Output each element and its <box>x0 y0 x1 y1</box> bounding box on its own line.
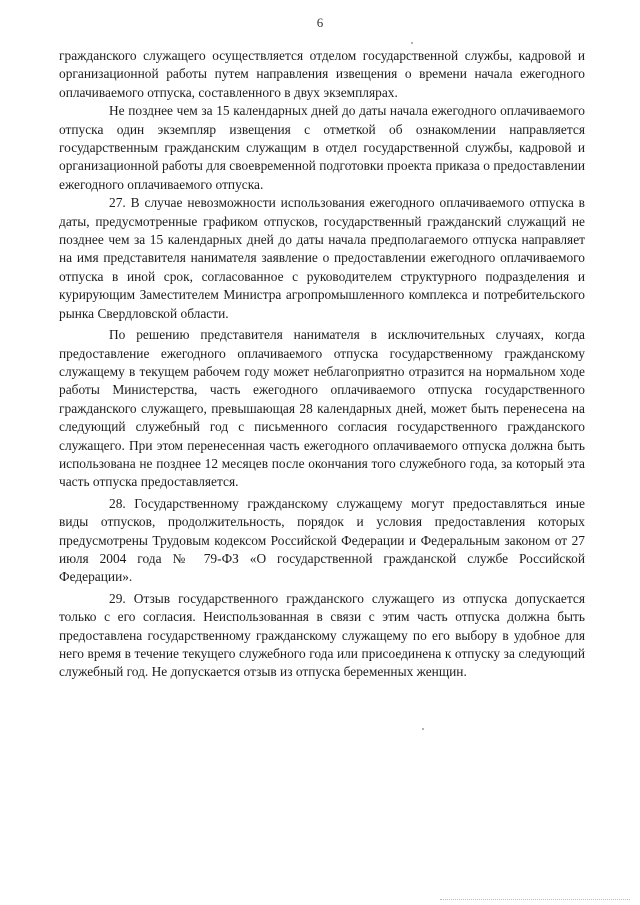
paragraph-clause-29: 29. Отзыв государственного гражданского служащего из отпуска допускается только с его согласия. Неиспользованная в связи с этим часть отпуска должна быть предоставлена государственному гражданскому служащему по его выбору в удобное для него время в течение текущего служебного года или присоединена к отпуску за следующий служебный год. Не допускается отзыв из отпуска беременных женщин. <box>59 590 585 680</box>
paragraph-clause-27: 27. В случае невозможности использования ежегодного оплачиваемого отпуска в даты, предусмотренные графиком отпусков, государственный гражданский служащий не позднее чем за 15 календарных дней до даты начала предполагаемого отпуска направляет на имя представителя нанимателя заявление о предоставлении ежегодного оплачиваемого отпуска в иной срок, согласованное с руководителем структурного подразделения и курирующим Заместителем Министра агропромышленного комплекса и потребительского рынка Свердловской области. <box>59 195 585 321</box>
paragraph-notice-deadline: Не позднее чем за 15 календарных дней до даты начала ежегодного оплачиваемого отпуска один экземпляр извещения с отметкой об ознакомлении направляется государственным гражданским служащим в отдел государственной службы, кадровой и организационной работы для своевременной подготовки проекта приказа о предоставлении ежегодного оплачиваемого отпуска. <box>59 103 585 192</box>
document-body <box>59 47 585 682</box>
scan-speck <box>422 728 424 730</box>
page-number: 6 <box>316 15 324 30</box>
paragraph-clause-28: 28. Государственному гражданскому служащему могут предоставляться иные виды отпусков, продолжительность, порядок и условия предоставления которых предусмотрены Трудовым кодексом Российской Федерации и Федеральным законом от 27 июля 2004 года № 79-ФЗ «О государственной гражданской службе Российской Федерации». <box>59 495 585 585</box>
scan-edge-line <box>440 899 630 901</box>
paragraph-transfer-decision: По решению представителя нанимателя в исключительных случаях, когда предоставление ежегодного оплачиваемого отпуска государственному гражданскому служащему в текущем рабочем году может неблагоприятно отразится на нормальном ходе работы Министерства, часть ежегодного оплачиваемого отпуска государственного гражданского служащего, превышающая 28 календарных дней, может быть перенесена на следующий служебный год с письменного согласия государственного гражданского служащего. При этом перенесенная часть ежегодного оплачиваемого отпуска должна быть использована не позднее 12 месяцев после окончания того служебного года, за который эта часть отпуска предоставляется. <box>59 327 585 490</box>
scan-speck <box>411 42 413 44</box>
paragraph-notice-procedure: гражданского служащего осуществляется отделом государственной службы, кадровой и организационной работы путем направления извещения о времени начала ежегодного оплачиваемого отпуска, составленного в двух экземплярах. <box>59 48 585 100</box>
